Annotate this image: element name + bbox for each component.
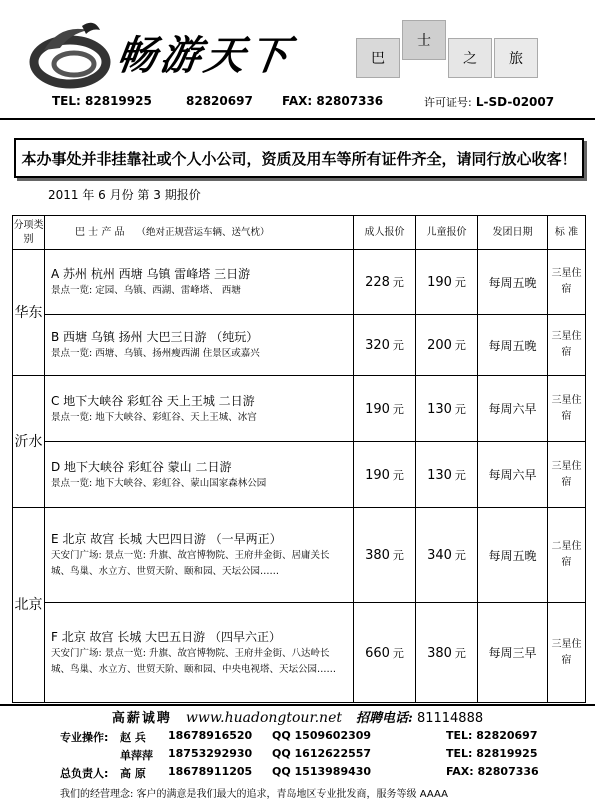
staff-qq: QQ 1612622557 xyxy=(272,747,372,760)
staff-row xyxy=(0,729,595,747)
staff-name: 高 原 xyxy=(120,767,146,780)
col-standard: 标 准 xyxy=(548,216,586,250)
price-unit: 元 xyxy=(454,402,466,416)
table-row xyxy=(13,508,586,603)
recruit-text: 高薪诚聘 xyxy=(111,711,172,726)
standard-cell: 三星住宿 xyxy=(548,315,586,376)
staff-row xyxy=(0,747,595,765)
child-price-cell xyxy=(416,603,478,703)
standard-cell: 三星住宿 xyxy=(548,376,586,442)
product-title: D 地下大峡谷 彩虹谷 蒙山 二日游 xyxy=(51,459,232,474)
fax-number: 82807336 xyxy=(316,94,384,108)
recruit-phone-label: 招聘电话: xyxy=(355,711,413,726)
bus-tag-char: 士 xyxy=(402,20,446,60)
product-cell xyxy=(45,603,354,703)
header-divider xyxy=(0,118,595,120)
license-number: L-SD-02007 xyxy=(475,95,555,109)
tel-number-1: 82819925 xyxy=(85,94,152,108)
price-table xyxy=(12,215,586,703)
departure-cell: 每周五晚 xyxy=(478,315,548,376)
license-line xyxy=(424,94,554,110)
staff-contact: TEL: 82820697 xyxy=(446,729,538,742)
staff-qq: QQ 1509602309 xyxy=(272,729,372,742)
price-unit: 元 xyxy=(454,549,466,562)
logo-swirl-icon xyxy=(30,20,110,90)
category-cell: 沂水 xyxy=(13,376,45,508)
adult-price: 228 xyxy=(365,275,390,290)
table-row xyxy=(13,250,586,315)
col-product xyxy=(45,216,354,250)
adult-price-cell xyxy=(354,250,416,315)
tel-label: TEL: xyxy=(52,94,81,108)
child-price-cell xyxy=(416,508,478,603)
product-cell xyxy=(45,315,354,376)
website-link[interactable]: www.huadongtour.net xyxy=(185,710,342,726)
col-product-note: （绝对正规营运车辆、送气枕） xyxy=(136,226,270,238)
product-cell xyxy=(45,508,354,603)
table-header-row xyxy=(13,216,586,250)
staff-mobile: 18753292930 xyxy=(168,747,253,760)
table-row xyxy=(13,442,586,508)
product-sights: 景点一览: 定园、乌镇、西湖、雷峰塔、 西塘 xyxy=(51,285,241,296)
child-price: 380 xyxy=(427,645,452,661)
adult-price: 190 xyxy=(365,401,390,417)
price-unit: 元 xyxy=(454,646,466,660)
recruit-line xyxy=(0,707,595,726)
departure-cell: 每周五晚 xyxy=(478,508,548,603)
staff-mobile: 18678916520 xyxy=(168,729,253,742)
price-unit: 元 xyxy=(392,339,404,352)
standard-cell: 三星住宿 xyxy=(548,250,586,315)
adult-price-cell xyxy=(354,508,416,603)
staff-qq: QQ 1513989430 xyxy=(272,765,372,778)
adult-price: 660 xyxy=(365,645,390,661)
child-price-cell xyxy=(416,376,478,442)
departure-cell: 每周六早 xyxy=(478,376,548,442)
tel-line xyxy=(52,94,152,108)
staff-role: 总负责人: xyxy=(60,767,109,780)
adult-price: 320 xyxy=(365,338,390,353)
bus-tag-char: 旅 xyxy=(494,38,538,78)
adult-price-cell xyxy=(354,376,416,442)
price-unit: 元 xyxy=(454,276,466,289)
child-price: 200 xyxy=(427,338,452,353)
business-motto: 我们的经营理念: 客户的满意是我们最大的追求，青岛地区专业批发商，服务等级 AAAA xyxy=(60,789,448,800)
adult-price-cell xyxy=(354,442,416,508)
col-departure: 发团日期 xyxy=(478,216,548,250)
notice-banner: 本办事处并非挂靠社或个人小公司，资质及用车等所有证件齐全，请同行放心收客！ xyxy=(14,138,584,178)
bus-tag-char: 之 xyxy=(448,38,492,78)
table-row xyxy=(13,376,586,442)
staff-contact: FAX: 82807336 xyxy=(446,765,539,778)
child-price: 130 xyxy=(427,401,452,417)
price-unit: 元 xyxy=(392,276,404,289)
departure-cell: 每周五晚 xyxy=(478,250,548,315)
staff-mobile: 18678911205 xyxy=(168,765,253,778)
standard-cell: 三星住宿 xyxy=(548,603,586,703)
adult-price-cell xyxy=(354,315,416,376)
fax-line xyxy=(282,94,383,108)
table-row xyxy=(13,603,586,703)
license-label: 许可证号: xyxy=(424,96,472,109)
departure-cell: 每周六早 xyxy=(478,442,548,508)
child-price-cell xyxy=(416,442,478,508)
price-unit: 元 xyxy=(392,468,404,482)
price-unit: 元 xyxy=(392,646,404,660)
price-unit: 元 xyxy=(454,339,466,352)
staff-contact: TEL: 82819925 xyxy=(446,747,538,760)
product-title: B 西塘 乌镇 扬州 大巴三日游 （纯玩） xyxy=(51,330,259,344)
standard-cell: 三星住宿 xyxy=(548,442,586,508)
staff-role: 专业操作: xyxy=(60,731,109,744)
product-sights: 景点一览: 地下大峡谷、彩虹谷、蒙山国家森林公园 xyxy=(51,477,267,489)
price-unit: 元 xyxy=(454,468,466,482)
header xyxy=(0,0,595,118)
adult-price: 380 xyxy=(365,548,390,563)
product-title: E 北京 故宫 长城 大巴四日游 （一早两正） xyxy=(51,532,282,546)
product-cell xyxy=(45,376,354,442)
price-unit: 元 xyxy=(392,549,404,562)
staff-name: 单萍萍 xyxy=(120,749,153,762)
footer-divider xyxy=(0,704,595,706)
staff-row xyxy=(0,765,595,783)
product-cell xyxy=(45,442,354,508)
adult-price-cell xyxy=(354,603,416,703)
issue-line: 2011 年 6 月份 第 3 期报价 xyxy=(48,188,201,202)
brand-name: 畅游天下 xyxy=(113,32,296,79)
child-price: 130 xyxy=(427,467,452,483)
bus-tour-tag xyxy=(352,20,588,100)
category-cell: 华东 xyxy=(13,250,45,376)
product-sights: 天安门广场: 景点一览: 升旗、故宫博物院、王府井金街、居庸关长城、鸟巢、水立方、世贸天阶、颐和园、天坛公园…… xyxy=(51,550,330,577)
col-adult-price: 成人报价 xyxy=(354,216,416,250)
standard-cell: 二星住宿 xyxy=(548,508,586,603)
product-title: C 地下大峡谷 彩虹谷 天上王城 二日游 xyxy=(51,393,255,408)
child-price-cell xyxy=(416,250,478,315)
price-unit: 元 xyxy=(392,402,404,416)
child-price: 340 xyxy=(427,548,452,563)
product-cell xyxy=(45,250,354,315)
tel-number-2: 82820697 xyxy=(186,94,253,108)
col-product-label: 巴 士 产 品 xyxy=(75,226,125,238)
departure-cell: 每周三早 xyxy=(478,603,548,703)
product-title: A 苏州 杭州 西塘 乌镇 雷峰塔 三日游 xyxy=(51,267,251,281)
bus-tag-char: 巴 xyxy=(356,38,400,78)
col-child-price: 儿童报价 xyxy=(416,216,478,250)
adult-price: 190 xyxy=(365,467,390,483)
product-sights: 天安门广场: 景点一览: 升旗、故宫博物院、王府井金街、八达岭长城、鸟巢、水立方、世贸天阶、颐和园、中央电视塔、天坛公园…… xyxy=(51,647,337,675)
category-cell: 北京 xyxy=(13,508,45,703)
child-price: 190 xyxy=(427,275,452,290)
staff-name: 赵 兵 xyxy=(120,731,146,744)
product-sights: 景点一览: 西塘、乌镇、扬州瘦西湖 住景区或嘉兴 xyxy=(51,348,260,359)
product-sights: 景点一览: 地下大峡谷、彩虹谷、天上王城、冰宫 xyxy=(51,411,257,423)
child-price-cell xyxy=(416,315,478,376)
product-title: F 北京 故宫 长城 大巴五日游 （四早六正） xyxy=(51,629,281,644)
col-category: 分项类别 xyxy=(13,216,45,250)
recruit-phone: 81114888 xyxy=(416,711,484,726)
fax-label: FAX: xyxy=(282,94,313,108)
table-row xyxy=(13,315,586,376)
